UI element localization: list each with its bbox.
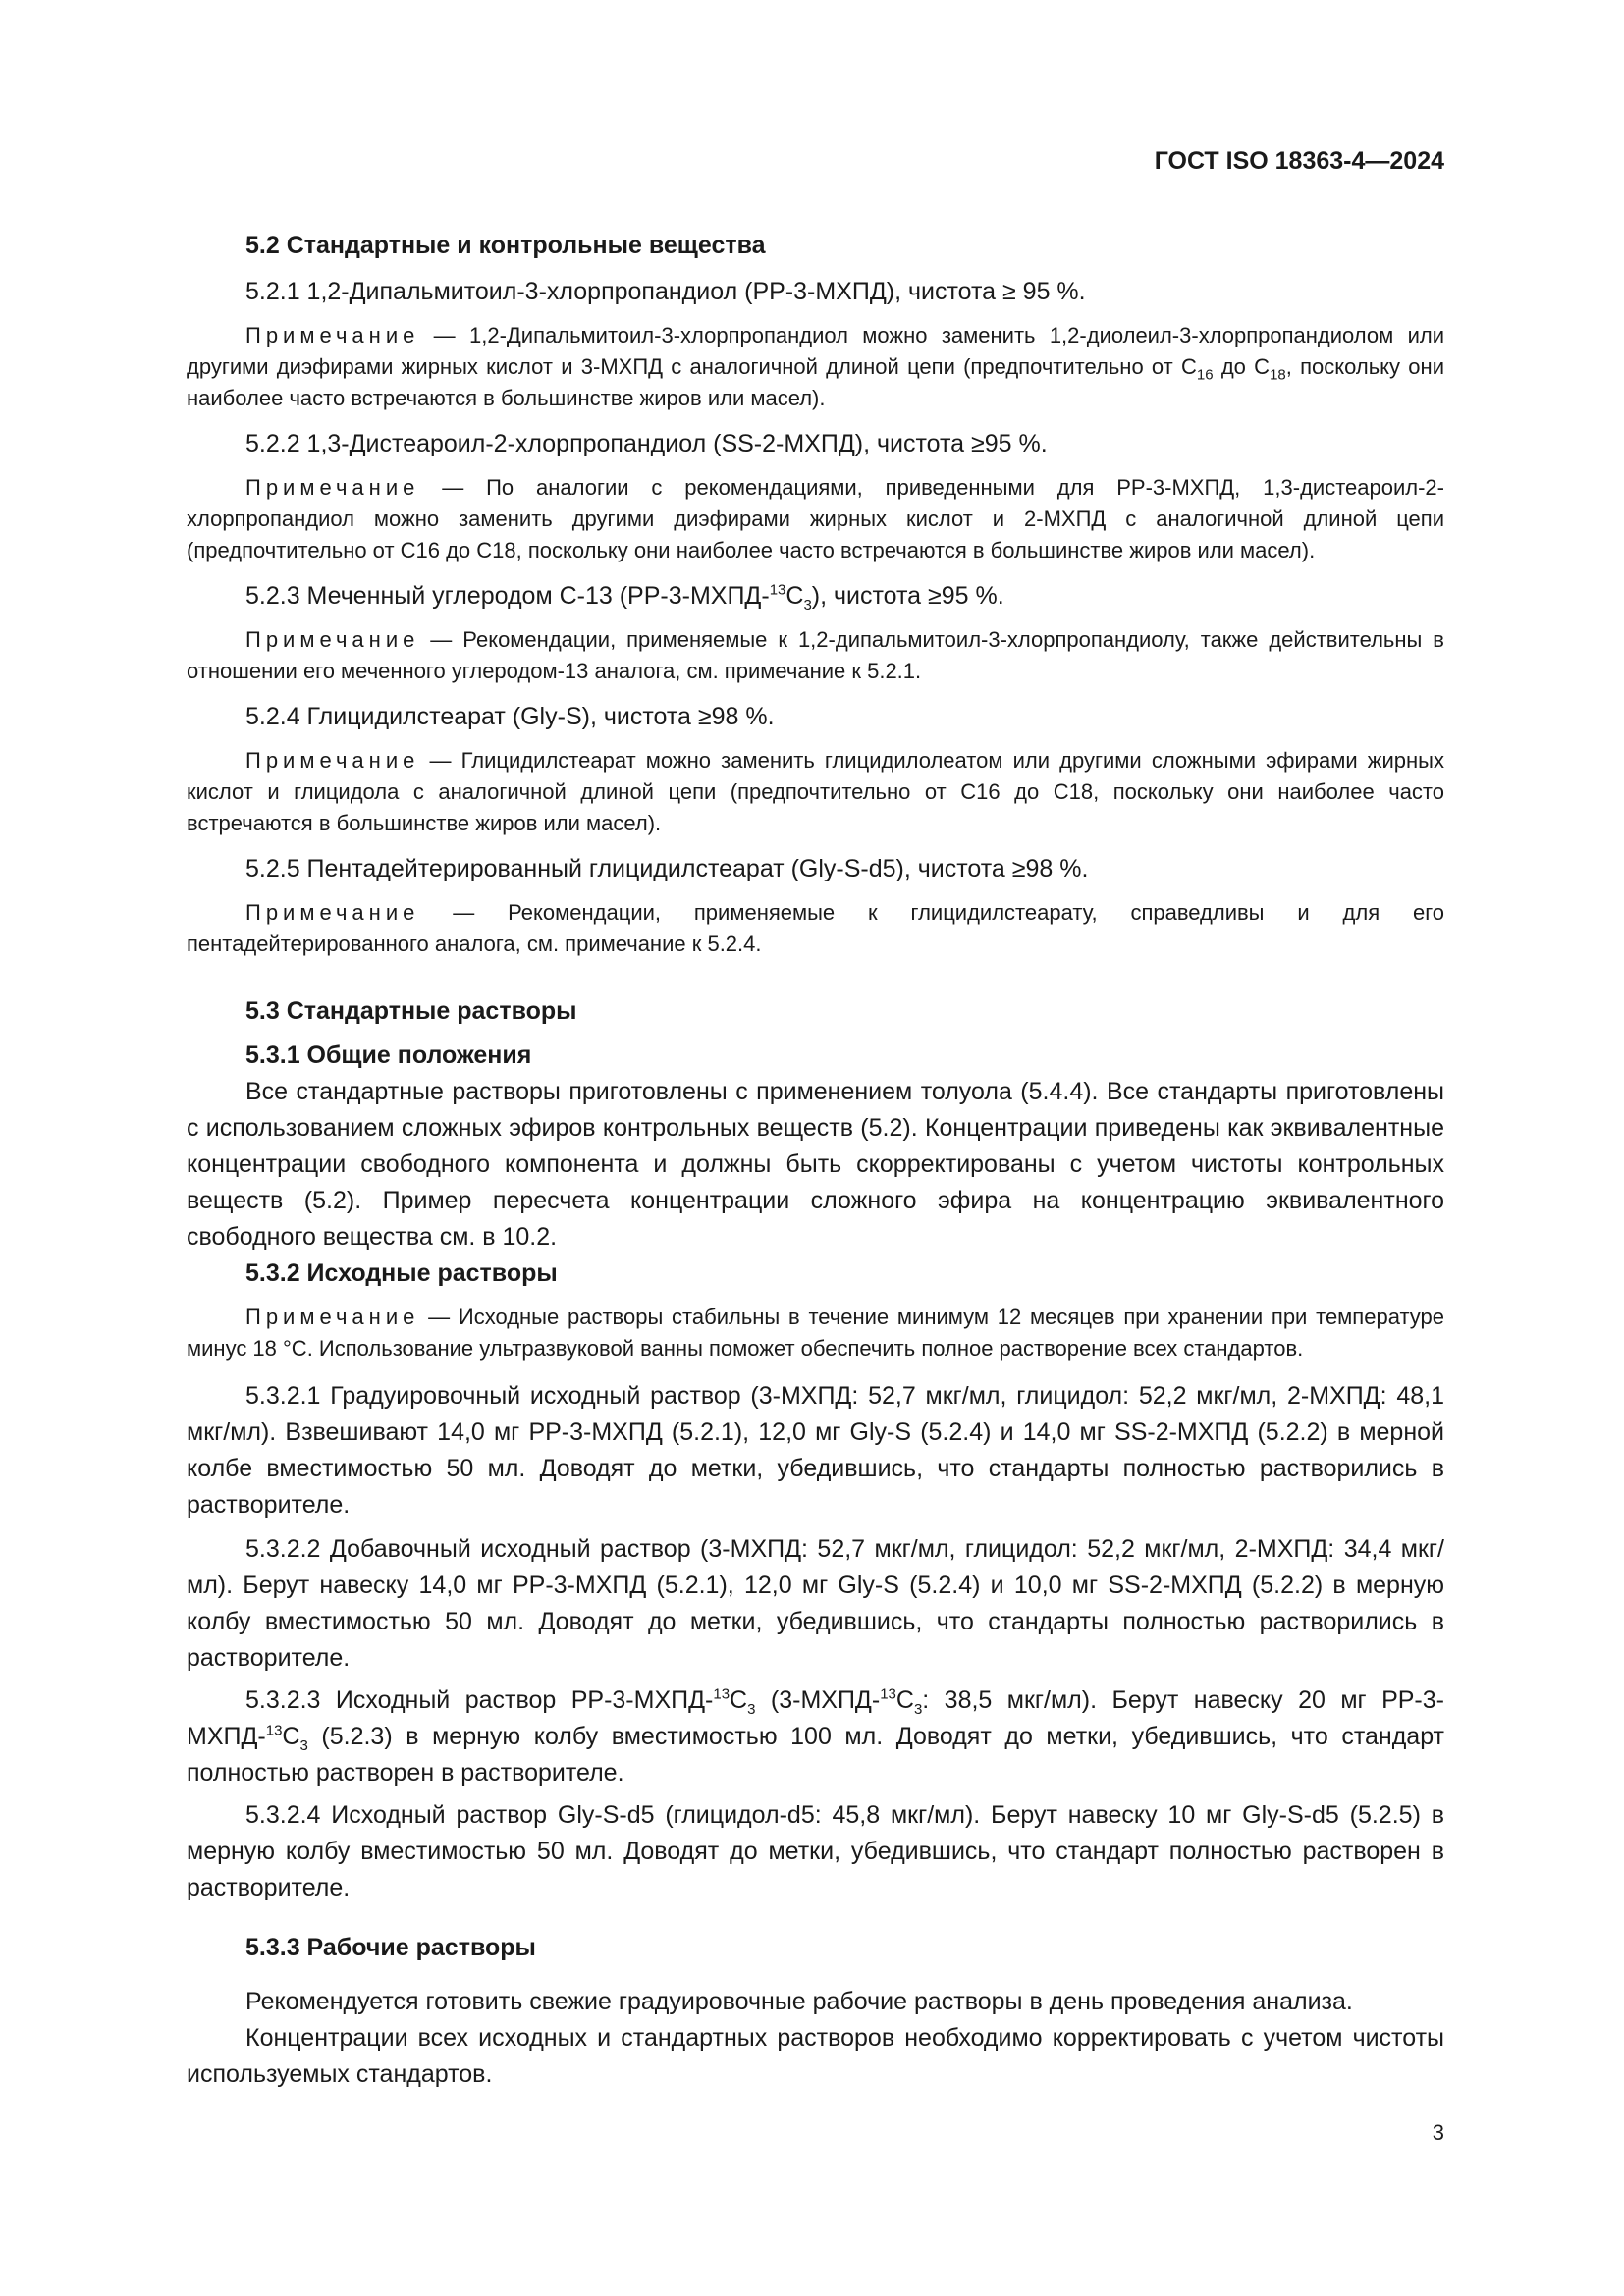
para-text: (3-МХПД- [755,1686,881,1714]
note-label: Примечание [245,900,420,925]
item-5-2-5 [187,851,1444,887]
note-label: Примечание [245,323,420,347]
item-text: 5.2.4 Глицидилстеарат (Gly-S), чистота ≥98 %. [245,703,775,730]
note-text: — 1,2-Дипальмитоил-3-хлорпропандиол можно заменить 1,2-диолеил-3-хлорпропандиолом или другими диэфирами жирных кислот и 3-МХПД с аналогичной длиной цепи (предпочтительно от С [187,323,1444,379]
subsection-heading-5-3-2: 5.3.2 Исходные растворы [245,1259,558,1287]
page-content [187,228,1444,2093]
document-header: ГОСТ ISO 18363-4—2024 [1154,147,1444,175]
para-text: : 38,5 мкг/мл). Берут навеску 20 мг PP-3-МХПД- [187,1686,1444,1750]
item-text: 5.2.3 Меченный углеродом С-13 (PP-3-МХПД- [245,582,770,610]
note-5-3-2 [187,1302,1444,1364]
superscript: 13 [769,581,786,599]
note-text: — Рекомендации, применяемые к глицидилстеарату, справедливы и для его пентадейтерированного аналога, см. примечание к 5.2.4. [187,900,1444,956]
note-label: Примечание [245,475,420,500]
superscript: 13 [880,1685,896,1703]
subscript: 3 [803,597,812,614]
paragraph-5-3-1: Все стандартные растворы приготовлены с применением толуола (5.4.4). Все стандарты приготовлены с использованием сложных эфиров контрольных веществ (5.2). Концентрации приведены как эквивалентные концентрации свободного компонента и должны быть скорректированы с учетом чистоты контрольных веществ (5.2). Пример пересчета концентрации сложного эфира на концентрацию эквивалентного свободного вещества см. в 10.2. [187,1078,1444,1251]
subscript: 3 [747,1701,756,1718]
paragraph-5-3-2-2: 5.3.2.2 Добавочный исходный раствор (3-МХПД: 52,7 мкг/мл, глицидол: 52,2 мкг/мл, 2-МХПД: 34,4 мкг/мл). Берут навеску 14,0 мг PP-3-МХПД (5.2.1), 12,0 мг Gly-S (5.2.4) и 10,0 мг SS-2-МХПД (5.2.2) в мерную колбу вместимостью 50 мл. Доводят до метки, убедившись, что стандарты полностью растворились в растворителе. [187,1535,1444,1672]
paragraph-5-3-2-1: 5.3.2.1 Градуировочный исходный раствор (3-МХПД: 52,7 мкг/мл, глицидол: 52,2 мкг/мл, 2-МХПД: 48,1 мкг/мл). Взвешивают 14,0 мг PP-3-МХПД (5.2.1), 12,0 мг Gly-S (5.2.4) и 14,0 мг SS-2-МХПД (5.2.2) в мерной колбе вместимостью 50 мл. Доводят до метки, убедившись, что стандарты полностью растворились в растворителе. [187,1382,1444,1519]
note-5-2-1 [187,320,1444,414]
item-text: 5.2.5 Пентадейтерированный глицидилстеарат (Gly-S-d5), чистота ≥98 %. [245,855,1089,882]
subscript: 18 [1270,366,1286,384]
para-text: 5.3.2.3 Исходный раствор PP-3-МХПД- [245,1686,714,1714]
item-text: C [785,582,804,610]
note-label: Примечание [245,748,420,773]
note-label: Примечание [245,1305,420,1329]
item-5-2-1 [187,274,1444,310]
para-text: (5.2.3) в мерную колбу вместимостью 100 мл. Доводят до метки, убедившись, что стандарт полностью растворен в растворителе. [187,1723,1444,1787]
superscript: 13 [713,1685,731,1703]
note-text: , поскольку они наиболее часто встречаются в большинстве жиров или масел). [187,354,1444,410]
subscript: 3 [299,1737,308,1754]
note-text: — Исходные растворы стабильны в течение минимум 12 месяцев при хранении при температуре минус 18 °С. Использование ультразвуковой ванны поможет обеспечить полное растворение всех стандартов. [187,1305,1444,1361]
note-text: — Глицидилстеарат можно заменить глицидилолеатом или другими сложными эфирами жирных кислот и глицидола с аналогичной длиной цепи (предпочтительно от С16 до С18, поскольку они наиболее часто встречаются в большинстве жиров или масел). [187,748,1444,835]
para-text: C [730,1686,748,1714]
item-text: 5.2.1 1,2-Дипальмитоил-3-хлорпропандиол (PP-3-МХПД), чистота ≥ 95 %. [245,278,1086,305]
note-text: до С [1213,354,1271,379]
note-text: — По аналогии с рекомендациями, приведенными для PP-3-МХПД, 1,3-дистеароил-2-хлорпропандиол можно заменить другими диэфирами жирных кислот и 2-МХПД с аналогичной длиной цепи (предпочтительно от С16 до С18, поскольку они наиболее часто встречаются в большинстве жиров или масел). [187,475,1444,562]
section-heading-5-3: 5.3 Стандартные растворы [245,997,577,1025]
note-5-2-3 [187,624,1444,687]
paragraph-5-3-2-3 [187,1682,1444,1791]
note-5-2-2 [187,472,1444,566]
superscript: 13 [265,1722,283,1739]
item-5-2-2 [187,426,1444,462]
section-heading-5-2: 5.2 Стандартные и контрольные вещества [245,232,766,259]
item-5-2-3 [187,578,1444,614]
note-text: — Рекомендации, применяемые к 1,2-дипальмитоил-3-хлорпропандиолу, также действительны в отношении его меченного углеродом-13 аналога, см. примечание к 5.2.1. [187,627,1444,683]
subsection-heading-5-3-3: 5.3.3 Рабочие растворы [245,1934,536,1961]
paragraph-5-3-3-a: Рекомендуется готовить свежие градуировочные рабочие растворы в день проведения анализа. [245,1988,1353,2015]
note-label: Примечание [245,627,420,652]
note-5-2-4 [187,745,1444,839]
subscript: 3 [913,1701,923,1718]
subscript: 16 [1196,366,1214,384]
page-number: 3 [1432,2120,1444,2145]
subsection-heading-5-3-1: 5.3.1 Общие положения [245,1041,532,1069]
item-5-2-4 [187,699,1444,735]
para-text: C [282,1723,300,1750]
paragraph-5-3-2-4: 5.3.2.4 Исходный раствор Gly-S-d5 (глицидол-d5: 45,8 мкг/мл). Берут навеску 10 мг Gly-S-d5 (5.2.5) в мерную колбу вместимостью 50 мл. Доводят до метки, убедившись, что стандарт полностью растворен в растворителе. [187,1801,1444,1901]
item-text: ), чистота ≥95 %. [811,582,1004,610]
paragraph-5-3-3-b: Концентрации всех исходных и стандартных растворов необходимо корректировать с учетом чистоты используемых стандартов. [187,2024,1444,2088]
para-text: C [895,1686,914,1714]
item-text: 5.2.2 1,3-Дистеароил-2-хлорпропандиол (SS-2-МХПД), чистота ≥95 %. [245,430,1048,457]
note-5-2-5 [187,897,1444,960]
